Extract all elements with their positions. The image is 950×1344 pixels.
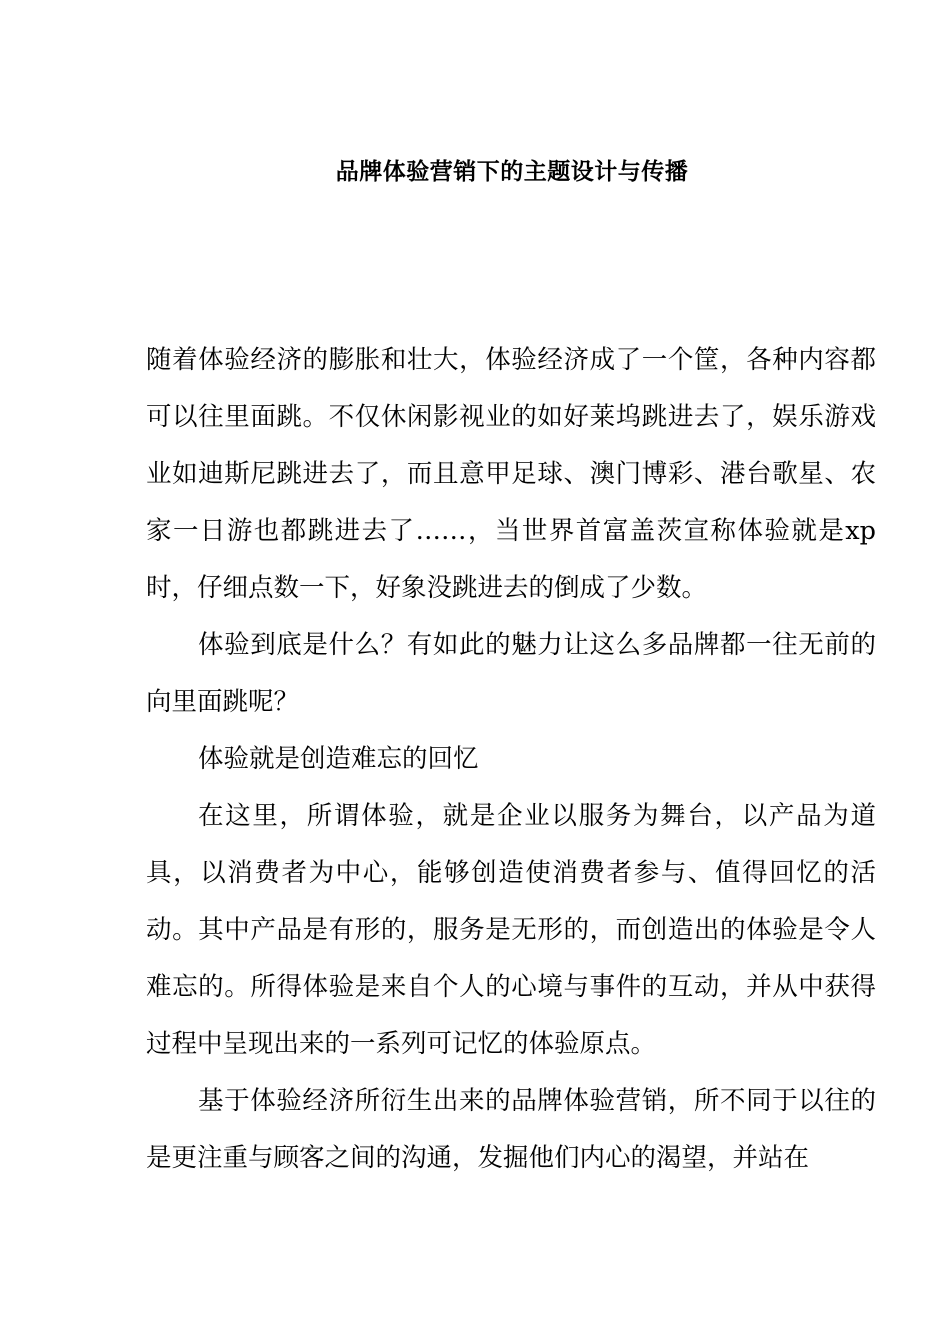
paragraph-2: 体验到底是什么？有如此的魅力让这么多品牌都一往无前的向里面跳呢？ xyxy=(146,630,876,717)
paragraph-3: 在这里，所谓体验，就是企业以服务为舞台，以产品为道具，以消费者为中心，能够创造使消费者参与、值得回忆的活动。其中产品是有形的，服务是无形的，而创造出的体验是令人难忘的。所得体验是来自个人的心境与事件的互动，并从中获得过程中呈现出来的一系列可记忆的体验原点。 xyxy=(146,801,876,1059)
paragraph-1: 随着体验经济的膨胀和壮大，体验经济成了一个筐，各种内容都可以往里面跳。不仅休闲影视业的如好莱坞跳进去了，娱乐游戏业如迪斯尼跳进去了，而且意甲足球、澳门博彩、港台歌星、农家一日游也都跳进去了……，当世界首富盖茨宣称体验就是xp时，仔细点数一下，好象没跳进去的倒成了少数。 xyxy=(146,345,876,603)
paragraph-4: 基于体验经济所衍生出来的品牌体验营销，所不同于以往的是更注重与顾客之间的沟通，发掘他们内心的渴望，并站在 xyxy=(146,1086,876,1173)
section-heading: 体验就是创造难忘的回忆 xyxy=(198,744,479,774)
document-body xyxy=(146,332,876,1187)
document-title: 品牌体验营销下的主题设计与传播 xyxy=(335,159,689,185)
